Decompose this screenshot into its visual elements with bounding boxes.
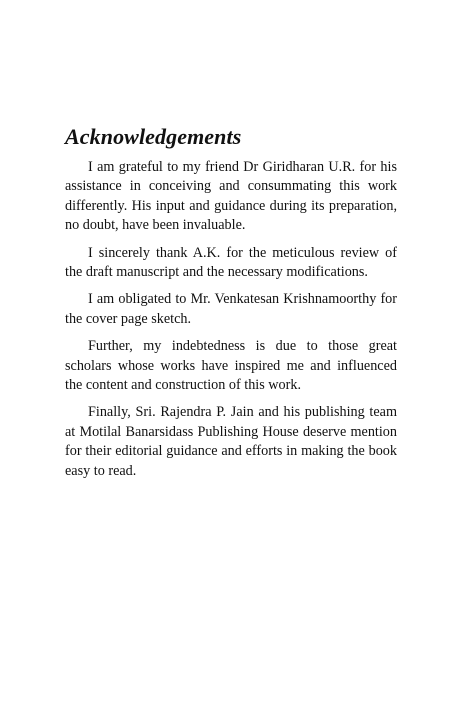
acknowledgements-body bbox=[65, 158, 397, 489]
paragraph-publisher: Finally, Sri. Rajendra P. Jain and his publishing team at Motilal Banarsidass Publishing House deserve mention for their editorial guidance and efforts in making the book easy to read. bbox=[65, 404, 397, 479]
paragraph-grateful: I am grateful to my friend Dr Giridharan U.R. for his assistance in conceiving and consummating this work differently. His input and guidance during its preparation, no doubt, have been invaluable. bbox=[65, 159, 397, 234]
paragraph-scholars: Further, my indebtedness is due to those great scholars whose works have inspired me and influenced the content and construction of this work. bbox=[65, 338, 397, 394]
page-title: Acknowledgements bbox=[65, 124, 242, 149]
paragraph-thanks-review: I sincerely thank A.K. for the meticulous review of the draft manuscript and the necessary modifications. bbox=[65, 244, 397, 281]
paragraph-cover-sketch: I am obligated to Mr. Venkatesan Krishnamoorthy for the cover page sketch. bbox=[65, 291, 397, 327]
